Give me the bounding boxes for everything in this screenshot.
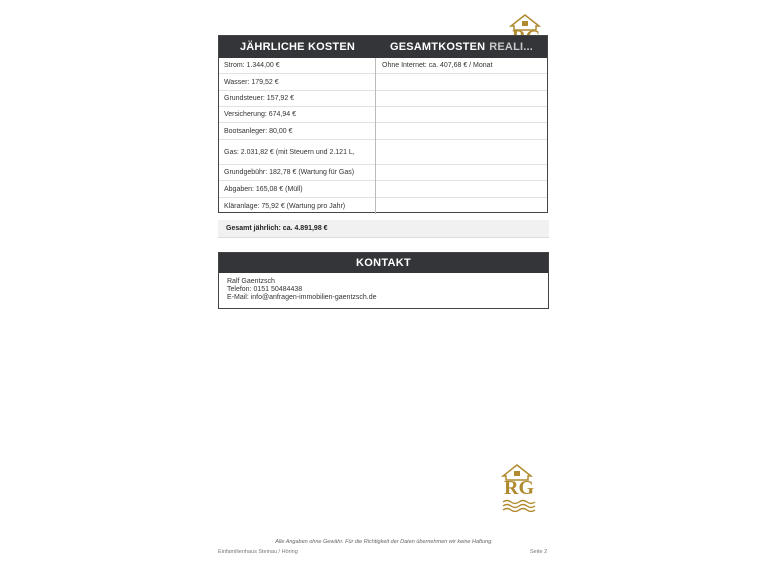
cost-row: Abgaben: 165,08 € (Müll): [219, 181, 375, 198]
contact-details: [219, 273, 548, 302]
contact-heading: KONTAKT: [219, 253, 548, 273]
total-cost-row: [376, 140, 547, 165]
total-costs-heading: [376, 36, 547, 58]
total-costs-column: [376, 58, 547, 214]
total-cost-row: [376, 123, 547, 140]
total-costs-heading-overflow: REALI...: [489, 41, 534, 53]
total-costs-heading-text: GESAMTKOSTEN: [389, 41, 486, 53]
total-cost-row: [376, 91, 547, 107]
total-cost-row: [376, 198, 547, 214]
total-cost-row: [376, 107, 547, 123]
cost-row: Bootsanleger: 80,00 €: [219, 123, 375, 140]
contact-phone: Telefon: 0151 50484438: [227, 286, 303, 293]
cost-table-body: [219, 58, 547, 214]
cost-row: Versicherung: 674,94 €: [219, 107, 375, 123]
logo-monogram: RG: [504, 477, 534, 499]
cost-row: Gas: 2.031,82 € (mit Steuern und 2.121 L,: [219, 140, 375, 165]
cost-row: Kläranlage: 75,92 € (Wartung pro Jahr): [224, 202, 346, 210]
annual-total: Gesamt jährlich: ca. 4.891,98 €: [218, 220, 549, 238]
cost-table-header: [219, 36, 547, 58]
contact-email: E-Mail: info@anfragen-immobilien-gaentzsch.de: [227, 294, 377, 301]
cost-row: Grundgebühr: 182,78 € (Wartung für Gas): [219, 165, 375, 181]
total-cost-row: Ohne Internet: ca. 407,68 € / Monat: [376, 58, 547, 74]
cost-table: [218, 35, 548, 213]
footer-page-number: Seite 2: [530, 549, 548, 555]
contact-name: Ralf Gaentzsch: [227, 278, 275, 285]
total-cost-row: [376, 181, 547, 198]
total-cost-row: [376, 74, 547, 91]
company-logo-bottom: [497, 462, 537, 512]
annual-costs-heading: JÄHRLICHE KOSTEN: [239, 41, 356, 53]
annual-costs-column: [219, 58, 376, 214]
contact-box: [218, 252, 549, 309]
footer-property-name: Einfamilienhaus Steinau / Höring: [218, 549, 298, 555]
total-cost-row: [376, 165, 547, 181]
disclaimer-text: Alle Angaben ohne Gewähr. Für die Richtigkeit der Daten übernehmen wir keine Haftung.: [275, 539, 493, 545]
cost-row: Grundsteuer: 157,92 €: [219, 91, 375, 107]
cost-row: Strom: 1.344,00 €: [219, 58, 375, 74]
cost-row: Wasser: 179,52 €: [219, 74, 375, 91]
